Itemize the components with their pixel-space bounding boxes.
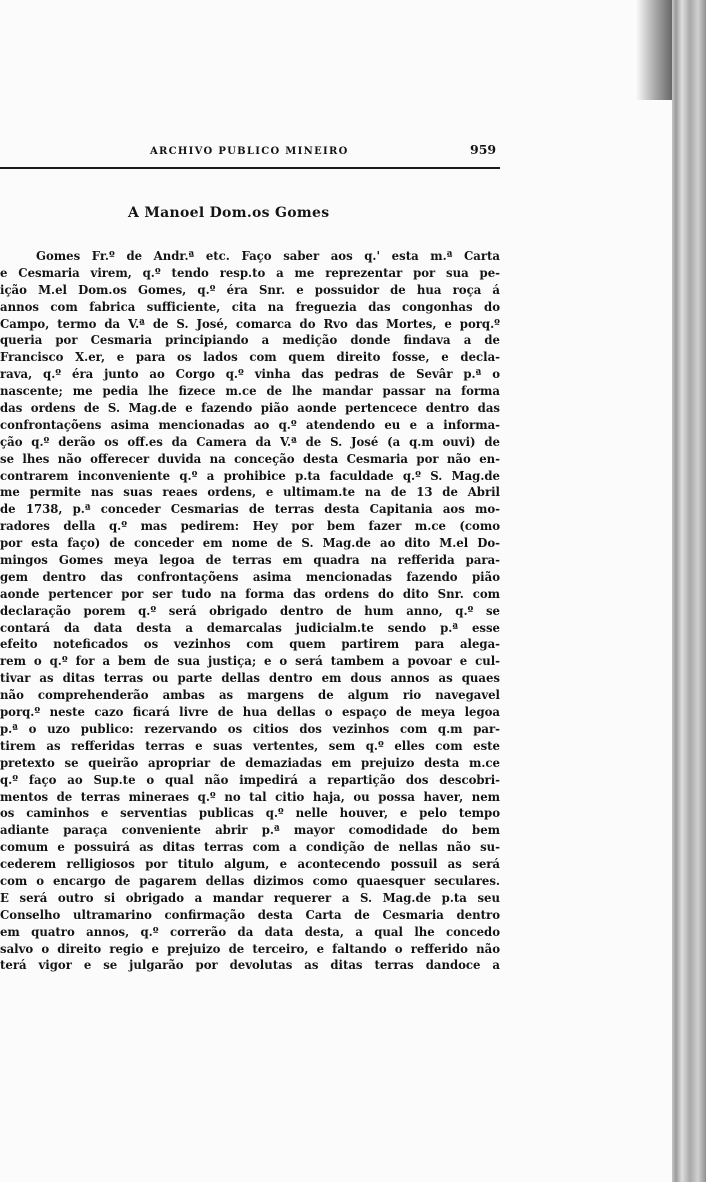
text-line: efeito noteficados os vezinhos com quem partirem para alega- — [0, 637, 500, 652]
text-line: ição M.el Dom.os Gomes, q.º éra Snr. e possuidor de hua roça á — [0, 282, 500, 297]
text-line: com o encargo de pagarem dellas dizimos como quaesquer seculares. — [0, 873, 500, 888]
text-line: me permite nas suas reaes ordens, e ultimam.te na de 13 de Abril — [0, 485, 500, 500]
document-title: A Manoel Dom.os Gomes — [128, 205, 330, 221]
text-line: rem o q.º for a bem de sua justiça; e o será tambem a povoar e cul- — [0, 654, 500, 669]
text-line: declaração porem q.º será obrigado dentro de hum anno, q.º se — [0, 603, 500, 618]
text-line: não comprehenderão ambas as margens de algum rio navegavel — [0, 688, 500, 703]
text-line: mentos de terras mineraes q.º no tal citio haja, ou possa haver, nem — [0, 789, 500, 804]
page-number: 959 — [470, 142, 497, 157]
page-edge — [672, 0, 706, 1182]
text-line: pretexto se queirão apropriar de demaziadas em prejuizo desta m.ce — [0, 755, 500, 770]
running-header — [0, 142, 500, 168]
running-title: ARCHIVO PUBLICO MINEIRO — [150, 146, 349, 157]
text-line: Campo, termo da V.ª de S. José, comarca do Rvo das Mortes, e porq.º — [0, 316, 500, 331]
scan-shadow — [636, 0, 672, 100]
text-line: confrontaçõens asima mencionadas ao q.º atendendo eu e a informa- — [0, 417, 500, 432]
text-line: tirem as refferidas terras e suas vertentes, sem q.º elles com este — [0, 738, 500, 753]
text-line: aonde pertencer por ser tudo na forma das ordens do dito Snr. com — [0, 586, 500, 601]
text-line: de 1738, p.ª conceder Cesmarias de terras desta Capitania aos mo- — [0, 502, 500, 517]
text-line: mingos Gomes meya legoa de terras em quadra na refferida para- — [0, 553, 500, 568]
text-line: ção q.º derão os off.es da Camera da V.ª de S. José (a q.m ouvi) de — [0, 434, 500, 449]
text-line: q.º faço ao Sup.te o qual não impedirá a repartição dos descobri- — [0, 772, 500, 787]
text-line: Conselho ultramarino confirmação desta Carta de Cesmaria dentro — [0, 907, 500, 922]
text-line: salvo o direito regio e prejuizo de terceiro, e faltando o refferido não — [0, 941, 500, 956]
body-text — [0, 248, 506, 974]
text-line: Gomes Fr.º de Andr.ª etc. Faço saber aos q.' esta m.ª Carta — [36, 249, 500, 263]
text-line: contará da data desta a demarcalas judicialm.te sendo p.ª esse — [0, 620, 500, 635]
text-line: nascente; me pedia lhe fizece m.ce de lhe mandar passar na forma — [0, 384, 500, 399]
text-line: por esta faço) de conceder em nome de S. Mag.de ao dito M.el Do- — [0, 536, 500, 551]
text-line: radores della q.º mas pedirem: Hey por bem fazer m.ce (como — [0, 519, 500, 534]
text-line: e Cesmaria virem, q.º tendo resp.to a me reprezentar por sua pe- — [0, 265, 500, 280]
text-line: rava, q.º éra junto ao Corgo q.º vinha das pedras de Sevâr p.ª o — [0, 367, 500, 382]
text-line: cederem relligiosos por titulo algum, e acontecendo possuil as será — [0, 857, 500, 872]
text-line: os caminhos e serventias publicas q.º nelle houver, e pelo tempo — [0, 806, 500, 821]
text-line: se lhes não offerecer duvida na conceção desta Cesmaria por não en- — [0, 451, 500, 466]
text-line: contrarem inconveniente q.º a prohibice p.ta faculdade q.º S. Mag.de — [0, 468, 500, 483]
text-line: terá vigor e se julgarão por devolutas as ditas terras dandoce a — [0, 958, 500, 973]
text-line: porq.º neste cazo ficará livre de hua dellas o espaço de meya legoa — [0, 705, 500, 720]
text-line: adiante paraça conveniente abrir p.ª mayor comodidade do bem — [0, 823, 500, 838]
text-line: Francisco X.er, e para os lados com quem direito fosse, e decla- — [0, 350, 500, 365]
text-line: p.ª o uzo publico: rezervando os citios dos vezinhos com q.m par- — [0, 721, 500, 736]
text-line: gem dentro das confrontaçõens asima mencionadas fazendo pião — [0, 569, 500, 584]
header-rule — [0, 167, 500, 169]
text-line: das ordens de S. Mag.de e fazendo pião aonde pertencece dentro das — [0, 401, 500, 416]
text-line: queria por Cesmaria principiando a medição donde findava a de — [0, 333, 500, 348]
text-line: annos com fabrica sufficiente, cita na freguezia das congonhas do — [0, 299, 500, 314]
text-line: E será outro si obrigado a mandar requerer a S. Mag.de p.ta seu — [0, 890, 500, 905]
text-line: tivar as ditas terras ou parte dellas dentro em dous annos as quaes — [0, 671, 500, 686]
text-line: comum e possuirá as ditas terras com a condição de nellas não su- — [0, 840, 500, 855]
text-line: em quatro annos, q.º correrão da data desta, a qual lhe concedo — [0, 924, 500, 939]
